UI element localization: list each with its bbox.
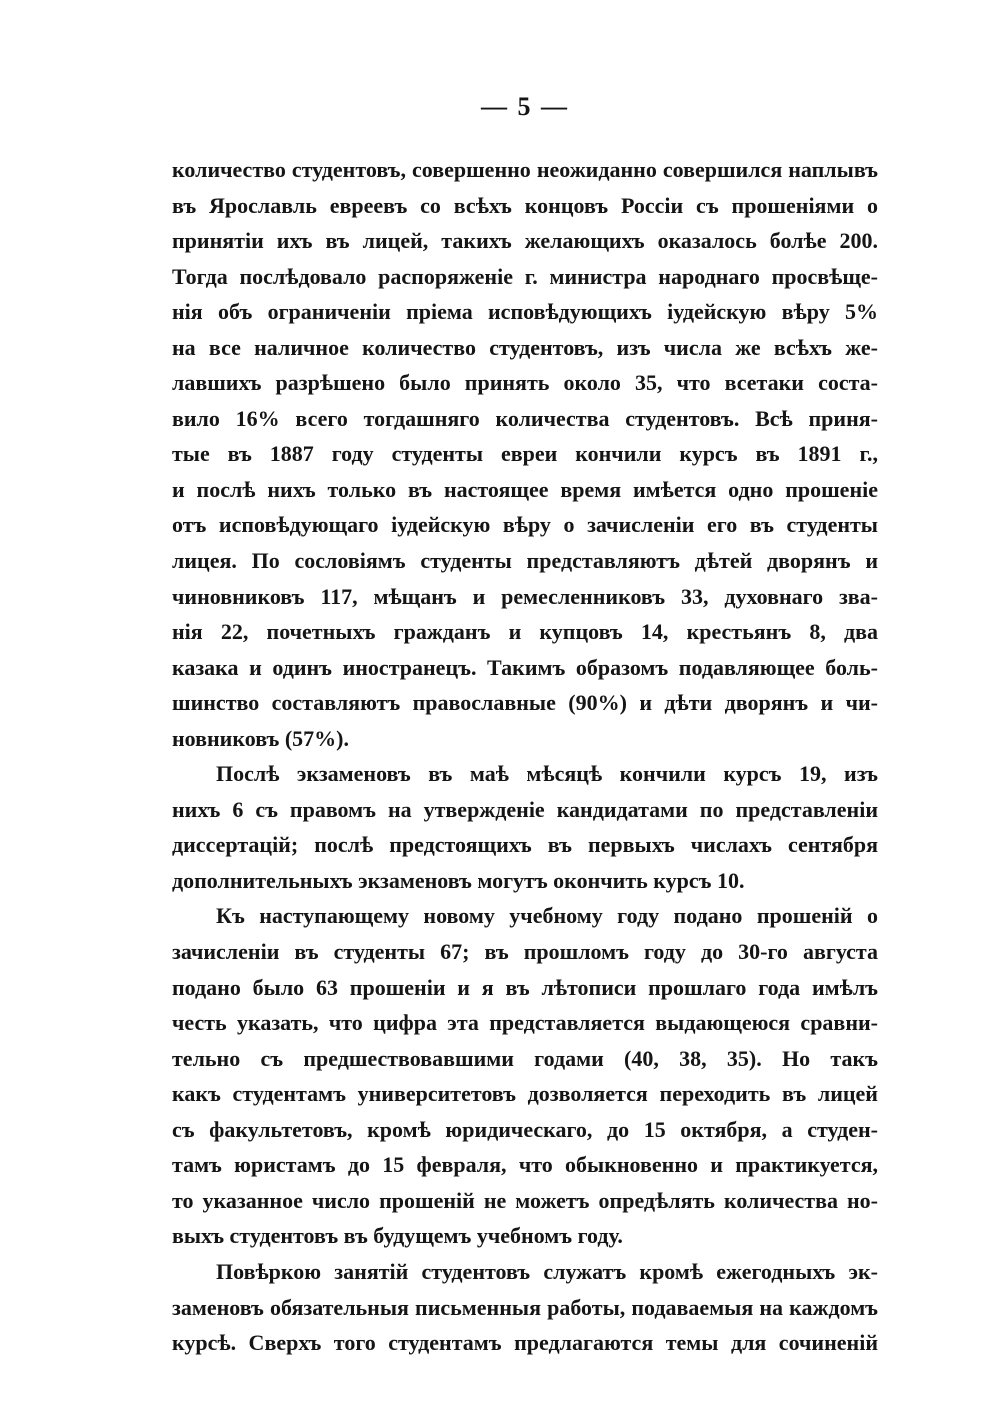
text-line: Послѣ экзаменовъ въ маѣ мѣсяцѣ кончили курсъ 19, изъ bbox=[216, 761, 878, 787]
text-line: лавшихъ разрѣшено было принять около 35, что всетаки соста- bbox=[172, 370, 878, 396]
paragraph bbox=[172, 152, 878, 756]
page-body-text bbox=[172, 152, 878, 1361]
text-line: тельно съ предшествовавшими годами (40, 38, 35). Но такъ bbox=[172, 1045, 878, 1071]
text-line: заменовъ обязательныя письменныя работы, подаваемыя на каждомъ bbox=[172, 1294, 878, 1320]
text-line: тамъ юристамъ до 15 февраля, что обыкновенно и практикуется, bbox=[172, 1152, 878, 1178]
text-line: казака и одинъ иностранецъ. Такимъ образомъ подавляющее боль- bbox=[172, 654, 878, 680]
text-line: дополнительныхъ экзаменовъ могутъ окончить курсъ 10. bbox=[172, 867, 745, 893]
text-line: честь указать, что цифра эта представляется выдающеюся сравни- bbox=[172, 1010, 878, 1036]
text-line: съ факультетовъ, кромѣ юридическаго, до 15 октября, а студен- bbox=[172, 1116, 878, 1142]
paragraph bbox=[172, 1254, 878, 1361]
text-line: лицея. По сословіямъ студенты представляютъ дѣтей дворянъ и bbox=[172, 548, 878, 574]
text-line: Къ наступающему новому учебному году подано прошеній о bbox=[216, 903, 878, 929]
text-line: нія 22, почетныхъ гражданъ и купцовъ 14, крестьянъ 8, два bbox=[172, 619, 878, 645]
text-line: то указанное число прошеній не можетъ опредѣлять количества но- bbox=[172, 1187, 878, 1213]
paragraph bbox=[172, 898, 878, 1253]
text-line: подано было 63 прошеніи и я въ лѣтописи прошлаго года имѣлъ bbox=[172, 974, 878, 1000]
text-line: Тогда послѣдовало распоряженіе г. министра народнаго просвѣще- bbox=[172, 263, 878, 289]
text-line: зачисленіи въ студенты 67; въ прошломъ году до 30-го августа bbox=[172, 939, 878, 965]
text-line: на все наличное количество студентовъ, изъ числа же всѣхъ же- bbox=[172, 334, 878, 360]
text-line: новниковъ (57%). bbox=[172, 725, 350, 751]
text-line: чиновниковъ 117, мѣщанъ и ремесленниковъ 33, духовнаго зва- bbox=[172, 583, 878, 609]
text-line: какъ студентамъ университетовъ дозволяется переходить въ лицей bbox=[172, 1081, 878, 1107]
text-line: вило 16% всего тогдашняго количества студентовъ. Всѣ приня- bbox=[172, 405, 878, 431]
page-number: — 5 — bbox=[481, 92, 569, 121]
text-line: тые въ 1887 году студенты евреи кончили курсъ въ 1891 г., bbox=[172, 441, 878, 467]
text-line: диссертацій; послѣ предстоящихъ въ первыхъ числахъ сентября bbox=[172, 832, 878, 858]
text-line: принятіи ихъ въ лицей, такихъ желающихъ оказалось болѣе 200. bbox=[172, 228, 878, 254]
text-line: шинство составляютъ православные (90%) и дѣти дворянъ и чи- bbox=[172, 690, 878, 716]
text-line: нія объ ограниченіи пріема исповѣдующихъ іудейскую вѣру 5% bbox=[172, 299, 878, 325]
paragraph bbox=[172, 756, 878, 898]
text-line: въ Ярославль евреевъ со всѣхъ концовъ Россіи съ прошеніями о bbox=[172, 192, 878, 218]
text-line: курсѣ. Сверхъ того студентамъ предлагаются темы для сочиненій bbox=[172, 1330, 878, 1356]
text-line: Повѣркою занятій студентовъ служатъ кромѣ ежегодныхъ эк- bbox=[216, 1258, 878, 1284]
text-line: выхъ студентовъ въ будущемъ учебномъ году. bbox=[172, 1223, 623, 1249]
text-line: нихъ 6 съ правомъ на утвержденіе кандидатами по представленіи bbox=[172, 796, 878, 822]
text-line: и послѣ нихъ только въ настоящее время имѣется одно прошеніе bbox=[172, 476, 878, 502]
text-line: количество студентовъ, совершенно неожиданно совершился наплывъ bbox=[172, 157, 878, 182]
text-line: отъ исповѣдующаго іудейскую вѣру о зачисленіи его въ студенты bbox=[172, 512, 878, 538]
